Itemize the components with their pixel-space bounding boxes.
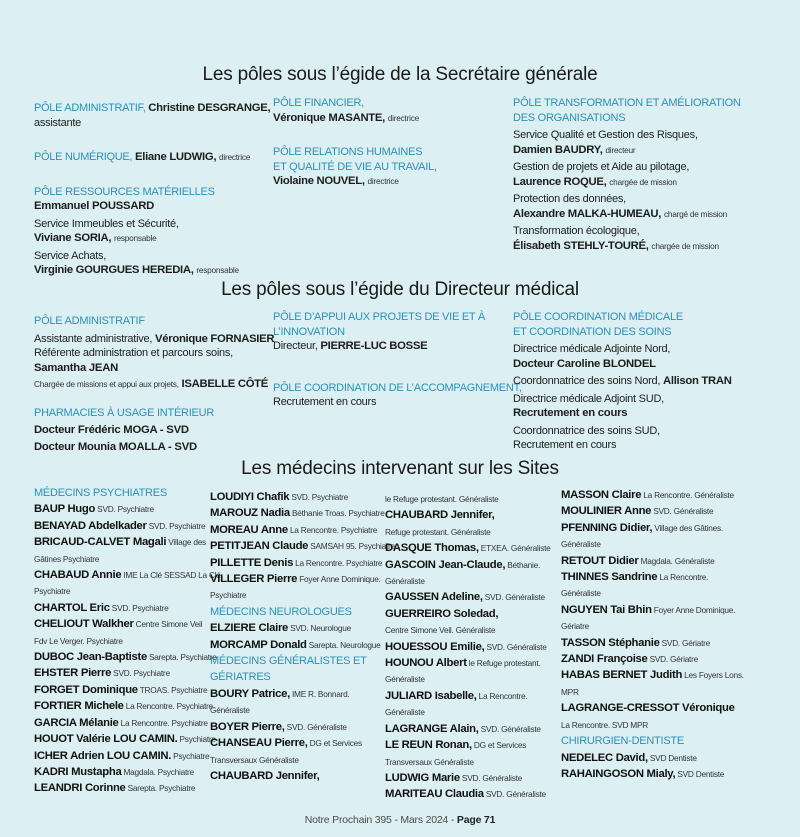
- list-item: [561, 667, 744, 683]
- doctor-detail: Magdala. Généraliste: [640, 555, 715, 566]
- doctor-name: MARITEAU Claudia: [385, 788, 484, 801]
- doctor-name: CHAUBARD Jennifer,: [210, 769, 320, 782]
- doctor-name: GAUSSEN Adeline,: [385, 591, 483, 604]
- role-text: chargée de mission: [651, 240, 719, 251]
- list-item: [561, 520, 744, 536]
- list-item: [210, 620, 395, 636]
- doctor-detail: La Rencontre. Psychiatre: [120, 717, 208, 728]
- service-text: Référente administration et parcours soins,: [34, 347, 233, 359]
- doctor-detail: SVD. Psychiatre: [113, 668, 170, 679]
- heading-directeur-medical: Les pôles sous l’égide du Directeur médical: [221, 279, 579, 300]
- doctor-detail: Psychiatre: [34, 586, 71, 597]
- doctor-name: MOREAU Anne: [210, 523, 288, 536]
- doctors-column-2: [210, 489, 395, 784]
- doctor-detail: La Rencontre.: [659, 572, 709, 583]
- doctor-detail: Généraliste: [561, 588, 601, 599]
- doctor-name: BAUP Hugo: [34, 503, 96, 516]
- doctor-detail: Refuge protestant. Généraliste: [385, 526, 491, 537]
- role-text: chargée de mission: [609, 176, 677, 187]
- doctor-detail: Généraliste: [210, 705, 250, 716]
- role-text: directeur: [605, 144, 636, 155]
- section-title: GÉRIATRES: [210, 671, 271, 684]
- doctor-detail: DG et Services: [473, 740, 527, 751]
- list-item: [561, 553, 744, 569]
- doctor-name: GUERREIRO Soledad,: [385, 607, 499, 620]
- list-item: [210, 686, 395, 702]
- doctor-name: MASSON Claire: [561, 489, 642, 501]
- list-item: [385, 540, 551, 556]
- doctor-name: HOUNOU Albert: [385, 657, 467, 670]
- section-title: PÔLE ADMINISTRATIF: [34, 315, 145, 327]
- list-item: [385, 622, 551, 638]
- doctor-detail: Les Foyers Lons.: [684, 670, 744, 681]
- doctor-detail: La Rencontre. Généraliste: [643, 490, 734, 500]
- person-name: Alexandre MALKA-HUMEAU,: [513, 207, 662, 220]
- doctor-detail: Généraliste: [385, 707, 425, 718]
- list-item: [561, 700, 744, 716]
- service-text: Assistante administrative,: [34, 332, 153, 345]
- doctor-detail: SAMSAH 95. Psychiatre: [310, 541, 395, 552]
- doctor-name: MORCAMP Donald: [210, 638, 307, 651]
- section-title: PÔLE NUMÉRIQUE,: [34, 151, 133, 163]
- person-name: Emmanuel POUSSARD: [34, 200, 155, 212]
- doctors-column-4: [561, 487, 744, 782]
- doctor-detail: La Rencontre.: [478, 690, 528, 701]
- doctor-detail: Sarepta. Psychiatre: [127, 783, 196, 794]
- section-title: L’INNOVATION: [273, 325, 345, 338]
- list-item: [210, 571, 395, 587]
- list-item: [210, 505, 395, 521]
- page-footer: [0, 814, 800, 826]
- doctor-name: CHANSEAU Pierre,: [210, 737, 308, 750]
- list-item: [210, 489, 395, 505]
- role-text: directrice: [387, 112, 419, 123]
- doctor-name: FORGET Dominique: [34, 683, 138, 696]
- person-name: Viviane SORIA,: [34, 232, 112, 244]
- section-title: PÔLE FINANCIER,: [273, 97, 364, 109]
- section-title: PÔLE TRANSFORMATION ET AMÉLIORATION: [513, 97, 741, 109]
- list-item: [34, 665, 223, 681]
- list-item: [34, 583, 223, 599]
- list-item: [34, 715, 223, 731]
- heading-secretaire-generale: Les pôles sous l’égide de la Secrétaire générale: [202, 64, 598, 85]
- section-title: PÔLE RESSOURCES MATÉRIELLES: [34, 185, 215, 198]
- doctor-detail: SVD. Psychiatre: [97, 504, 154, 515]
- doctor-detail: IME La Clé SESSAD La Clé.: [123, 570, 223, 581]
- service-text: Service Immeubles et Sécurité,: [34, 217, 179, 230]
- section-title: PÔLE COORDINATION DE L’ACCOMPAGNEMENT,: [273, 381, 522, 394]
- list-item: [34, 682, 223, 698]
- list-item: [561, 717, 744, 733]
- list-item: [34, 567, 223, 583]
- doctors-column-1: [34, 485, 223, 797]
- service-text: Coordonnatrice des soins Nord,: [513, 375, 661, 387]
- doctor-name: BENAYAD Abdelkader: [34, 519, 147, 532]
- doctor-detail: SVD. Psychiatre: [148, 520, 206, 531]
- person-name: Allison TRAN: [663, 375, 732, 387]
- doctor-detail: SVD. Généraliste: [653, 506, 714, 517]
- doctor-name: DUBOC Jean-Baptiste: [34, 651, 147, 664]
- list-item: [210, 538, 395, 554]
- doctor-detail: SVD. Neurologue: [290, 623, 351, 634]
- person-name: Docteur Caroline BLONDEL: [513, 357, 656, 370]
- doctor-detail: Béthanie Troas. Psychiatre: [291, 508, 385, 519]
- doctor-detail: IME R. Bonnard.: [292, 688, 350, 699]
- pole-coordination-medicale: [513, 310, 732, 453]
- doctor-name: MAROUZ Nadia: [210, 507, 290, 520]
- person-name: PIERRE-LUC BOSSE: [320, 340, 428, 352]
- list-item: [34, 780, 223, 796]
- person-name: Recrutement en cours: [513, 407, 628, 419]
- list-item: [385, 786, 551, 802]
- section-title: PÔLE COORDINATION MÉDICALE: [513, 311, 683, 323]
- list-item: [34, 633, 223, 649]
- doctor-name: LAGRANGE-CRESSOT Véronique: [561, 702, 735, 715]
- doctor-detail: Foyer Anne Dominique.: [653, 604, 736, 615]
- list-item: [210, 637, 395, 653]
- doctor-name: HOUOT Valérie LOU CAMIN.: [34, 733, 178, 746]
- doctor-name: MOULINIER Anne: [561, 505, 652, 518]
- pole-financier-rh: [273, 96, 437, 189]
- doctor-detail: MPR: [561, 686, 579, 697]
- doctor-name: GARCIA Mélanie: [34, 716, 119, 729]
- list-item: [385, 688, 551, 704]
- service-text: Chargée de missions et appui aux projets,: [34, 379, 179, 389]
- person-name: Élisabeth STEHLY-TOURÉ,: [513, 239, 649, 252]
- service-text: Recrutement en cours: [513, 439, 617, 451]
- role-text: directrice: [218, 152, 251, 162]
- list-item: [34, 764, 223, 780]
- service-text: Directrice médicale Adjointe Nord,: [513, 343, 671, 355]
- person-name: Véronique MASANTE,: [273, 111, 385, 124]
- service-text: Gestion de projets et Aide au pilotage,: [513, 161, 690, 173]
- list-item: [34, 600, 223, 616]
- section-title: MÉDECINS PSYCHIATRES: [34, 487, 167, 499]
- role-text: directrice: [367, 176, 399, 186]
- doctor-detail: SVD Dentiste: [649, 752, 697, 763]
- doctor-detail: Béthanie.: [507, 559, 541, 570]
- doctor-name: FORTIER Michele: [34, 700, 124, 713]
- doctor-detail: Sarepta. Neurologue: [308, 639, 381, 650]
- role-text: chargé de mission: [663, 208, 728, 219]
- doctor-name: BRICAUD-CALVET Magali: [34, 536, 167, 549]
- section-title: ET QUALITÉ DE VIE AU TRAVAIL,: [273, 160, 437, 173]
- person-name: Docteur Frédéric MOGA - SVD: [34, 424, 189, 436]
- doctor-detail: Gâtines Psychiatre: [34, 553, 100, 564]
- list-item: [34, 501, 223, 517]
- doctor-detail: La Rencontre. Psychiatre: [289, 524, 378, 535]
- list-item: [561, 536, 744, 552]
- list-item: [561, 618, 744, 634]
- doctor-detail: Transversaux Généraliste: [385, 756, 474, 767]
- list-item: [385, 573, 551, 589]
- doctors-column-3: [385, 491, 551, 803]
- doctor-name: PETITJEAN Claude: [210, 540, 309, 553]
- list-item: [385, 737, 551, 753]
- doctor-name: DASQUE Thomas,: [385, 542, 479, 555]
- doctor-name: PILLETTE Denis: [210, 556, 294, 569]
- doctor-name: CHABAUD Annie: [34, 569, 122, 582]
- list-item: [385, 524, 551, 540]
- list-item: [34, 649, 223, 665]
- doctor-name: ELZIERE Claire: [210, 622, 289, 635]
- doctor-name: GASCOIN Jean-Claude,: [385, 558, 506, 571]
- list-item: [385, 639, 551, 655]
- page-number: Page 71: [456, 814, 496, 826]
- service-text: Service Achats,: [34, 249, 107, 262]
- doctor-name: RAHAINGOSON Mialy,: [561, 767, 676, 780]
- doctor-name: CHARTOL Eric: [34, 601, 110, 614]
- list-item: [385, 655, 551, 671]
- service-text: Recrutement en cours: [273, 396, 377, 408]
- pole-administratif-sg: [34, 101, 270, 278]
- doctor-name: LE REUN Ronan,: [385, 739, 472, 752]
- list-item: [34, 731, 223, 747]
- doctor-detail: Généraliste: [385, 674, 425, 685]
- doctor-detail: le Refuge protestant.: [468, 658, 541, 669]
- section-title: MÉDECINS GÉNÉRALISTES ET: [210, 655, 367, 668]
- doctor-name: CHAUBARD Jennifer,: [385, 509, 495, 522]
- list-item: [385, 507, 551, 523]
- doctor-detail: La Rencontre. SVD MPR: [561, 719, 648, 730]
- doctor-detail: SVD. Gériatre: [661, 637, 711, 648]
- list-item: [385, 557, 551, 573]
- doctor-detail: Généraliste: [385, 576, 425, 587]
- doctor-detail: SVD. Psychiatre: [291, 492, 348, 502]
- list-item: [210, 587, 395, 603]
- doctor-name: NGUYEN Tai Bhin: [561, 603, 652, 616]
- list-item: [561, 585, 744, 601]
- list-item: [561, 487, 744, 503]
- doctor-name: KADRI Mustapha: [34, 765, 122, 778]
- role-text: responsable: [114, 233, 157, 243]
- doctor-detail: TROAS. Psychiatre: [139, 684, 208, 695]
- footer-text: Notre Prochain 395 - Mars 2024 -: [304, 814, 457, 826]
- doctor-detail: Village des: [168, 537, 206, 548]
- pole-transformation: [513, 96, 741, 253]
- list-item: [34, 534, 223, 550]
- doctor-name: EHSTER Pierre: [34, 667, 112, 680]
- list-item: [210, 752, 395, 768]
- person-name: Christine DESGRANGE,: [148, 102, 271, 114]
- list-item: [210, 735, 395, 751]
- list-item: [385, 770, 551, 786]
- role-text: assistante: [34, 116, 82, 129]
- list-item: [561, 766, 744, 782]
- section-title: PÔLE ADMINISTRATIF,: [34, 102, 146, 114]
- doctor-name: ZANDI Françoise: [561, 653, 648, 666]
- list-item: [34, 551, 223, 567]
- section-title: DES ORGANISATIONS: [513, 111, 626, 124]
- list-item: [561, 569, 744, 585]
- service-text: Coordonnatrice des soins SUD,: [513, 424, 660, 437]
- doctor-detail: SVD. Généraliste: [485, 789, 546, 800]
- section-title: PÔLE D’APPUI AUX PROJETS DE VIE ET À: [273, 311, 486, 323]
- list-item: [210, 768, 395, 784]
- person-name: Violaine NOUVEL,: [273, 175, 365, 187]
- doctor-name: HOUESSOU Emilie,: [385, 640, 485, 653]
- doctor-name: CHELIOUT Walkher: [34, 618, 134, 631]
- doctor-name: ICHER Adrien LOU CAMIN.: [34, 749, 172, 762]
- doctor-detail: Centre Simone Veil: [135, 619, 203, 630]
- list-item: [561, 635, 744, 651]
- doctor-detail: Magdala. Psychiatre: [123, 766, 194, 777]
- doctor-detail: SVD. Psychiatre: [111, 602, 169, 613]
- person-name: Véronique FORNASIER: [155, 332, 275, 345]
- list-item: [385, 721, 551, 737]
- doctor-detail: SVD. Généraliste: [480, 723, 541, 734]
- doctor-name: VILLEGER Pierre: [210, 573, 298, 586]
- doctor-name: LEANDRI Corinne: [34, 782, 126, 795]
- person-name: Damien BAUDRY,: [513, 143, 603, 156]
- person-name: Docteur Mounia MOALLA - SVD: [34, 440, 197, 453]
- section-title: MÉDECINS NEUROLOGUES: [210, 605, 352, 618]
- service-text: Protection des données,: [513, 193, 626, 205]
- list-item: [385, 589, 551, 605]
- doctor-name: PFENNING Didier,: [561, 521, 653, 534]
- list-item: [385, 754, 551, 770]
- service-text: Service Qualité et Gestion des Risques,: [513, 129, 698, 141]
- doctor-name: THINNES Sandrine: [561, 571, 658, 584]
- doctor-detail: ETXEA. Généraliste: [480, 543, 551, 554]
- person-name: Samantha JEAN: [34, 361, 119, 374]
- list-item: [34, 616, 223, 632]
- doctor-detail: Sarepta. Psychiatre: [149, 652, 217, 663]
- doctor-detail: SVD. Généraliste: [461, 772, 523, 783]
- section-title: PÔLE RELATIONS HUMAINES: [273, 146, 423, 158]
- list-item: [385, 704, 551, 720]
- person-name: Eliane LUDWIG,: [135, 151, 217, 163]
- doctor-detail: Psychiatre: [173, 750, 210, 761]
- section-title: ET COORDINATION DES SOINS: [513, 325, 672, 338]
- list-item: [210, 702, 395, 718]
- doctor-name: LOUDIYI Chafik: [210, 491, 290, 503]
- person-name: ISABELLE CÔTÉ: [181, 378, 269, 390]
- doctor-detail: SVD. Généraliste: [484, 592, 545, 603]
- doctor-name: TASSON Stéphanie: [561, 636, 660, 649]
- doctor-detail: Gériatre: [561, 621, 589, 632]
- doctor-name: LAGRANGE Alain,: [385, 722, 479, 735]
- doctor-detail: Généraliste: [561, 539, 601, 550]
- doctor-detail: Foyer Anne Dominique.: [299, 574, 381, 585]
- doctor-detail: La Rencontre. Psychiatre: [125, 701, 213, 712]
- pole-appui-projets: [273, 310, 522, 410]
- doctor-name: BOYER Pierre,: [210, 720, 285, 733]
- doctor-detail: SVD Dentiste: [677, 768, 725, 779]
- heading-medecins: Les médecins intervenant sur les Sites: [241, 458, 559, 479]
- person-name: Laurence ROQUE,: [513, 175, 607, 188]
- doctor-detail: La Rencontre. Psychiatre: [295, 557, 383, 568]
- doctor-detail: Fdv Le Verger. Psychiatre: [34, 635, 123, 646]
- doctor-name: NEDELEC David,: [561, 751, 648, 764]
- pole-administratif-dm: [34, 314, 274, 454]
- list-item: [385, 671, 551, 687]
- list-item: [34, 748, 223, 764]
- doctor-detail: SVD. Gériatre: [649, 654, 698, 665]
- list-item: [210, 719, 395, 735]
- service-text: Transformation écologique,: [513, 225, 640, 237]
- doctor-name: HABAS BERNET Judith: [561, 669, 683, 682]
- doctor-detail: Transversaux Généraliste: [210, 754, 299, 765]
- doctor-detail: Centre Simone Veil. Généraliste: [385, 625, 496, 636]
- list-item: [561, 602, 744, 618]
- list-item: [561, 503, 744, 519]
- list-item: [561, 750, 744, 766]
- doctor-name: BOURY Patrice,: [210, 687, 290, 700]
- person-name: Virginie GOURGUES HEREDIA,: [34, 264, 194, 276]
- section-title: PHARMACIES À USAGE INTÉRIEUR: [34, 406, 215, 419]
- doctor-name: LUDWIG Marie: [385, 771, 460, 784]
- list-item: [34, 518, 223, 534]
- list-item: [385, 606, 551, 622]
- doctor-detail: SVD. Généraliste: [286, 721, 347, 732]
- list-item: [210, 522, 395, 538]
- doctor-name: RETOUT Didier: [561, 554, 639, 567]
- section-title: CHIRURGIEN-DENTISTE: [561, 735, 684, 748]
- doctor-detail: Psychiatre: [210, 590, 247, 601]
- list-item: [385, 491, 551, 507]
- list-item: [34, 698, 223, 714]
- doctor-detail: le Refuge protestant. Généraliste: [385, 494, 499, 504]
- doctor-detail: DG et Services: [309, 738, 362, 749]
- list-item: [561, 651, 744, 667]
- role-text: responsable: [196, 265, 239, 275]
- doctor-detail: Village des Gâtines.: [654, 522, 723, 533]
- service-text: Directeur,: [273, 340, 318, 352]
- doctor-name: JULIARD Isabelle,: [385, 689, 477, 702]
- doctor-detail: Psychiatre: [179, 734, 216, 745]
- service-text: Directrice médicale Adjoint SUD,: [513, 392, 664, 405]
- doctor-detail: SVD. Généraliste: [486, 641, 547, 652]
- list-item: [561, 684, 744, 700]
- list-item: [210, 555, 395, 571]
